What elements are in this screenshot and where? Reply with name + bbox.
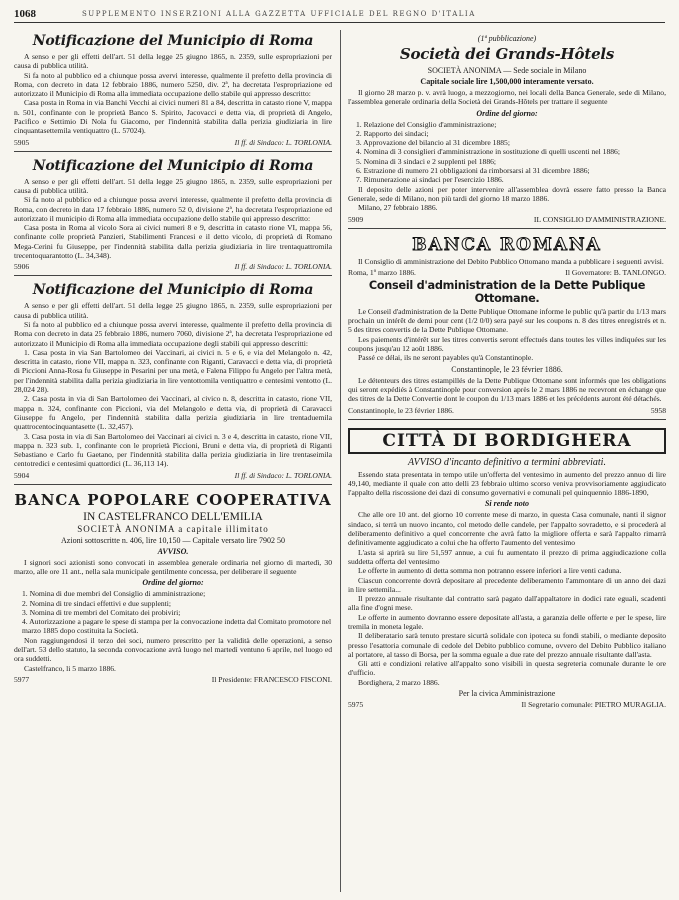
date-line: Constantinople, le 23 février 1886. [348, 405, 454, 415]
paragraph: 3. Casa posta in via di San Bartolomeo dei Vaccinari ai civici n. 3 e 4, descritta in catasto, rione VII, mappa n. 323 sub. 1, confinante con le proprietà Piccioni, Bruni e detta via, di proprietà di Riganti Sebastiano e Carlo fu Gaetano, per l'indennità stabilita dalla perizia giudiziaria in lire trentaseimila centotredici e centesimi quattordici (L. 36,113 14). [14, 431, 332, 469]
insertion-number: 5909 [348, 214, 364, 224]
paragraph: Essendo stata presentata in tempo utile un'offerta del ventesimo in aumento del prezzo annuo di lire 49,140, mediante il quale con atto delli 23 febbraio ultimo scorso veniva provvisoriamente aggiudicato l'appalto della riscossione dei dazi di consumo governativi e comunali pel quinquennio 1886-1890, [348, 469, 666, 498]
signature-line [348, 268, 666, 277]
agenda-item: 3. Nomina di tre membri del Comitato dei probiviri; [22, 607, 181, 617]
per-line: Per la civica Amministrazione [458, 689, 556, 699]
agenda-item: 5. Nomina di 3 sindaci e 2 supplenti pel 1886; [356, 156, 497, 166]
paragraph: A senso e per gli effetti dell'art. 51 della legge 25 giugno 1865, n. 2359, sulle espropriazioni per causa di pubblica utilità. [14, 301, 332, 320]
paragraph: Gli atti e condizioni relative all'appalto sono visibili in questa segreteria comunale durante le ore d'ufficio. [348, 659, 666, 678]
left-column [14, 30, 332, 892]
signature: Il Segretario comunale: PIETRO MURAGLIA. [521, 700, 666, 710]
page-number: 1068 [14, 8, 36, 20]
paragraph: I signori soci azionisti sono convocati in assemblea generale ordinaria nel giorno di martedì, 30 marzo, alle ore 11 ant., nella sala municipale gentilmente concessa, per deliberare il seguente [14, 557, 332, 576]
paragraph: Che alle ore 10 ant. del giorno 10 corrente mese di marzo, in questa Casa comunale, nanti il signor sindaco, si terrà un nuovo incanto, col metodo delle candele, per l'appalto sovradetto, e si procederà al deliberamento definitivo a quel concorrente che avrà fatto la migliore offerta e sarà l'appalto rimarrà definitivamente aggiudicato a colui che ha offerto l'aumento del ventesimo [348, 510, 666, 548]
paragraph: 1. Casa posta in via San Bartolomeo dei Vaccinari, ai civici n. 5 e 6, e via del Melangolo n. 42, descritta in catasto, rione VII, mappa n. 323, confinante con Riganti, Caravacci e detta via, di proprietà di Piccioni Anna-Rosa fu Giuseppe in Pesarini per una metà, e Falena Filippo fu Angelo per l'altra metà, per l'indennità stabilita dalla perizia giudiziaria in lire ventottomila ventiquattro e centesimi ventotto (L. 28,024 28). [14, 347, 332, 395]
agenda-heading: Ordine del giorno: [476, 108, 538, 118]
notice-banca-romana [348, 232, 666, 420]
place-date: Roma, 1º marzo 1886. [348, 267, 416, 277]
paragraph: Le offerte in aumento dovranno essere depositate all'asta, a garanzia delle offerte e per le spese, lire tremila in moneta legale. [348, 612, 666, 631]
notice-municipio-1 [14, 30, 332, 152]
signature-line [348, 700, 666, 709]
paragraph: Il prezzo annuale risultante dal contratto sarà pagato dall'appaltatore in dodici rate eguali, scadenti alla fine d'ogni mese. [348, 594, 666, 613]
publication-mark: (1ª pubblicazione) [477, 34, 537, 43]
date-line: Bordighera, 2 marzo 1886. [358, 677, 440, 687]
date-line: Castelfranco, li 5 marzo 1886. [24, 663, 116, 673]
paragraph: Il deposito delle azioni per poter intervenire all'assemblea dovrà essere fatto presso la Banca Generale, sede di Milano, non più tardi del giorno 18 marzo 1886. [348, 184, 666, 203]
agenda-item: 3. Approvazione del bilancio al 31 dicembre 1885; [356, 138, 510, 148]
agenda-item: 1. Nomina di due membri del Consiglio di amministrazione; [22, 589, 206, 599]
date-line: Milano, 27 febbraio 1886. [358, 203, 438, 213]
column-separator [340, 30, 341, 892]
agenda-item: 1. Relazione del Consiglio d'amministrazione; [356, 119, 497, 129]
notice-title: Notificazione del Municipio di Roma [32, 33, 314, 49]
signature-line [14, 138, 332, 147]
insertion-number: 5904 [14, 470, 30, 480]
signature: Il Presidente: FRANCESCO FISCONI. [211, 674, 332, 684]
agenda-item: 2. Rapporto dei sindaci; [356, 128, 429, 138]
signature: Il ff. di Sindaco: L. TORLONIA. [234, 262, 332, 272]
insertion-number: 5905 [14, 137, 30, 147]
date-line: Constantinople, le 23 février 1886. [451, 364, 563, 374]
signature: Il ff. di Sindaco: L. TORLONIA. [234, 137, 332, 147]
agenda-item: 7. Rimunerazione ai sindaci per l'esercizio 1886. [356, 175, 504, 185]
agenda-item: 6. Estrazione di numero 21 obbligazioni da rimborsarsi al 31 dicembre 1886; [356, 166, 590, 176]
paragraph: A senso e per gli effetti dell'art. 51 della legge 25 giugno 1865, n. 2359, sulle espropriazioni per causa di pubblica utilità. [14, 176, 332, 195]
signature: IL CONSIGLIO D'AMMINISTRAZIONE. [533, 214, 666, 224]
paragraph: Si fa noto al pubblico ed a chiunque possa avervi interesse, qualmente il prefetto della provincia di Roma, con decreto in data 17 febbraio 1886, numero 52 0, divisione 2ª, ha decretata l'espropriazione ed autorizzato il municipio di Roma alla immediata occupazione dello stabile qui appresso descritto: [14, 195, 332, 223]
insertion-number: 5906 [14, 262, 30, 272]
signature-line [14, 675, 332, 684]
agenda-heading: Ordine del giorno: [142, 578, 204, 588]
paragraph: L'asta si aprirà su lire 51,597 annue, a cui fu aumentato il prezzo di prima aggiudicazione colla suddetta offerta del ventesimo [348, 547, 666, 566]
paragraph: Il deliberatario sarà tenuto prestare sicurtà solidale con ipoteca su fondi stabili, o mediante deposito presso l'esattoria comunale di cedole del Debito pubblico comune, ovvero del Debito Pubblico italiano al portatore, al tasso di Borsa, per la somma eguale a due rate del prezzo annuale risultante dall'asta. [348, 631, 666, 659]
insertion-number: 5958 [650, 405, 666, 415]
agenda-item: 2. Nomina di tre sindaci effettivi e due supplenti; [22, 598, 171, 608]
notice-title: Società dei Grands-Hôtels [399, 45, 615, 63]
running-head: SUPPLEMENTO INSERZIONI ALLA GAZZETTA UFFICIALE DEL REGNO D'ITALIA [82, 10, 476, 18]
paragraph: Les paiements d'intérêt sur les titres convertis seront effectués dans toutes les villes indiquées sur les coupons jusqu'au 12 août 1886. [348, 334, 666, 354]
paragraph: Le Conseil d'administration de la Dette Publique Ottomane informe le public qu'à partir du 1/13 mars prochain un intérêt de demi pour cent (1/2 0/0) sera payé sur les coupons n. 8 des titres enregistrés et n. 5 des titres convertis de la Dette Publique Ottomane. [348, 306, 666, 335]
paragraph: 2. Casa posta in via di San Bartolomeo dei Vaccinari, al civico n. 8, descritta in catasto, rione VII, mappa n. 324, confinante con Piccioni, via del Melangolo e detta via, di proprietà di Caravacci Giuseppe fu Angelo, per l'indennità stabilita dalla perizia giudiziaria in lire trentaduemila quattrocentocinquantasette (L. 32,457). [14, 394, 332, 432]
notice-title: Notificazione del Municipio di Roma [32, 157, 314, 174]
notice-bordighera [348, 423, 666, 714]
paragraph: Le offerte in aumento di detta somma non potranno essere inferiori a lire venti caduna. [358, 566, 622, 576]
paragraph: Si fa noto al pubblico ed a chiunque possa avervi interesse, qualmente il prefetto della provincia di Roma con decreto in data 25 febbraio 1886, numero 7060, divisione 2ª, ha decretata l'espropriazione ed autorizzato il Municipio di Roma alla immediata occupazione degli stabili qui appresso descritti: [14, 319, 332, 348]
paragraph: Non raggiungendosi il terzo dei soci, numero prescritto per la validità delle operazioni, a senso dell'art. 53 dello statuto, la seconda convocazione avrà luogo nel martedì ventuno 6 aprile, nel luogo ed ora suddetti. [14, 635, 332, 664]
paragraph: Il giorno 28 marzo p. v. avrà luogo, a mezzogiorno, nei locali della Banca Generale, sede di Milano, l'assemblea generale ordinaria della Società dei Grands-Hôtels per trattare il seguente [348, 88, 666, 107]
avviso-heading: AVVISO d'incanto definitivo a termini abbreviati. [408, 456, 606, 468]
notice-title: BANCA ROMANA [412, 234, 602, 255]
paragraph: Il Consiglio di amministrazione del Debito Pubblico Ottomano manda a pubblicare i seguenti avvisi. [358, 256, 664, 266]
paragraph: Si fa noto al pubblico ed a chiunque possa avervi interesse, qualmente il prefetto della provincia di Roma, con decreto in data 12 febbraio 1886, numero 5250, div. 2ª, ha decretata l'espropriazione ed autorizzato il Municipio di Roma alla immediata occupazione dello stabile qui appresso descritto: [14, 70, 332, 99]
signature-line [14, 471, 332, 480]
signature: Il ff. di Sindaco: L. TORLONIA. [234, 470, 332, 480]
paragraph: Casa posta in Roma al vicolo Sora ai civici numeri 8 e 9, descritta in catasto rione VI, mappa 56, confinante colle proprietà Panzieri, Stabilimenti Francesi e il detto vicolo, di proprietà di Romano Mega-Cerini fu Giuseppe, per l'indennità stabilita dalla perizia giudiziaria in lire trentaquattromila trecentoquarantotto (L. 34,348). [14, 223, 332, 261]
paragraph: Passé ce délai, ils ne seront payables qu'à Constantinople. [358, 353, 534, 363]
paragraph: Ciascun concorrente dovrà depositare al precedente deliberamento l'ammontare di un anno dei dazi in lire settemila... [348, 575, 666, 594]
notice-banca-popolare [14, 488, 332, 688]
notice-title: CITTÀ DI BORDIGHERA [348, 428, 666, 454]
agenda-item: 4. Autorizzazione a pagare le spese di stampa per la convocazione indetta dal Comitato promotore nel marzo 1885 dopo costituita la Società. [22, 617, 332, 636]
notice-municipio-2 [14, 155, 332, 277]
right-column [348, 30, 666, 892]
company-type: SOCIETÀ ANONIMA a capitale illimitato [77, 523, 269, 534]
notice-subtitle: SOCIETÀ ANONIMA — Sede sociale in Milano [427, 66, 587, 75]
insertion-number: 5975 [348, 700, 364, 710]
conseil-heading: Conseil d'administration de la Dette Publique Ottomane. [368, 278, 646, 305]
signature-line [14, 262, 332, 271]
avviso-heading: AVVISO. [157, 546, 189, 556]
insertion-number: 5977 [14, 674, 30, 684]
notice-municipio-3 [14, 279, 332, 484]
capital-line: Capitale sociale lire 1,500,000 interamente versato. [420, 77, 594, 86]
signature-line [348, 406, 666, 415]
paragraph: Le détenteurs des titres estampillés de la Dette Publique Ottomane sont informés que les obligations qui seront expédiés à Constantinople pour conversion après le 2 mars 1886 ne recevront en échange que des titres de la Dette Convertie dont le coupon du 1/13 mars 1886 et les précédents auront été détachés. [348, 375, 666, 404]
notice-subtitle: IN CASTELFRANCO DELL'EMILIA [83, 510, 263, 523]
notice-title: BANCA POPOLARE COOPERATIVA [14, 490, 332, 509]
rende-noto-heading: Si rende noto [484, 499, 529, 509]
paragraph: Casa posta in Roma in via Banchi Vecchi ai civici numeri 81 a 84, descritta in catasto rione V, mappa n. 501, confinante con le proprietà Banco S. Spirito, Jacovacci e detta via, di proprietà di Angelo, Pacifico e Settimio Di Nola fu Giacomo, per l'indennità stabilita dalla perizia giudiziaria in lire cinquantasettemila ventiquattro (L. 57024). [14, 98, 332, 136]
signature: Il Governatore: B. TANLONGO. [565, 267, 666, 277]
page-header [14, 8, 665, 23]
paragraph: A senso e per gli effetti dell'art. 51 della legge 25 giugno 1865, n. 2359, sulle espropriazioni per causa di pubblica utilità. [14, 52, 332, 71]
capital-line: Azioni sottoscritte n. 406, lire 10,150 — Capitale versato lire 7902 50 [61, 535, 285, 545]
signature-line [348, 215, 666, 224]
notice-title: Notificazione del Municipio di Roma [32, 282, 314, 299]
agenda-item: 4. Nomina di 3 consiglieri d'amministrazione in sostituzione di quelli uscenti nel 1886; [356, 147, 620, 157]
notice-grands-hotels [348, 30, 666, 229]
